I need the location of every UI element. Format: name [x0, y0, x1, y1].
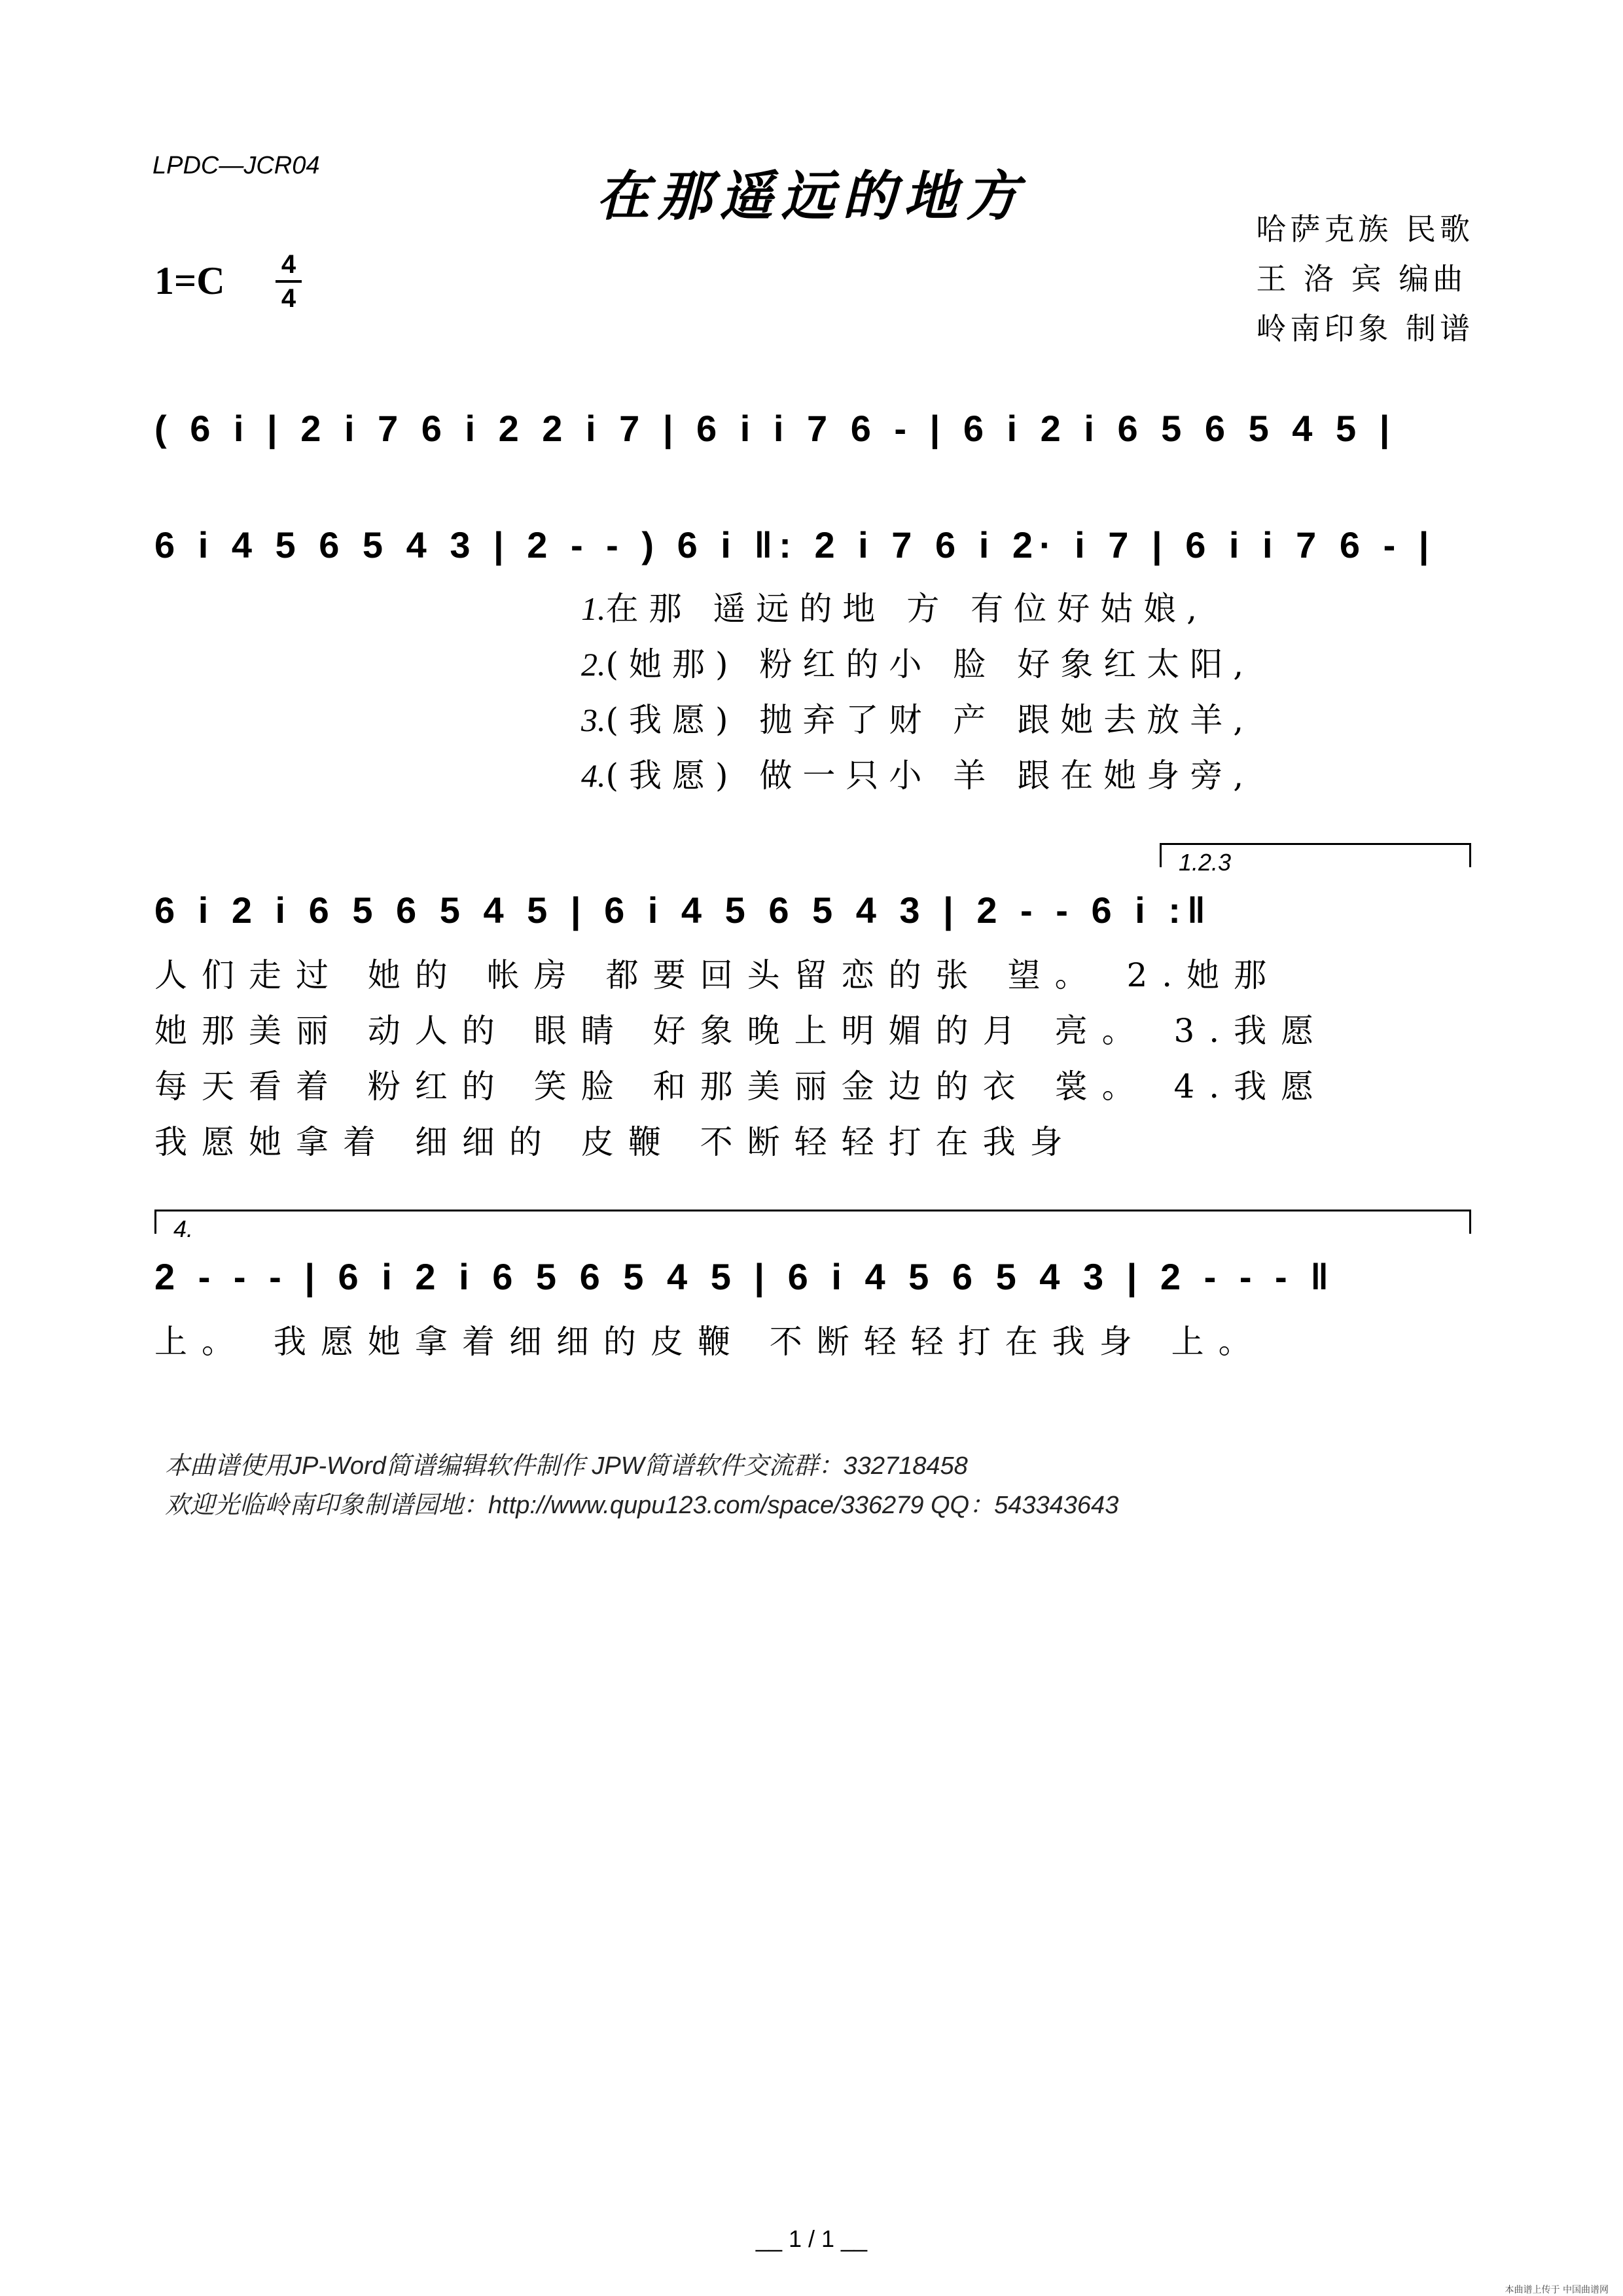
verse-2-a: 2.(她那) 粉红的小 脸 好象红太阳,: [581, 645, 1255, 683]
footer-site: 欢迎光临岭南印象制谱园地：http://www.qupu123.com/space/336279 QQ：543343643: [165, 1492, 1119, 1519]
score-line-2: 6 i 4 5 6 5 4 3 | 2 - - ) 6 i ‖: 2 i 7 6 i 2· i 7 | 6 i i 7 6 - |: [154, 524, 1436, 565]
score-line-3: 6 i 2 i 6 5 6 5 4 5 | 6 i 4 5 6 5 4 3 | 2 - - 6 i :‖: [154, 889, 1212, 931]
verse-2-b: 她那美丽 动人的 眼睛 好象晚上明媚的月 亮。 3.我愿: [154, 1012, 1329, 1050]
verse-3-b: 每天看着 粉红的 笑脸 和那美丽金边的衣 裳。 4.我愿: [154, 1067, 1329, 1105]
volta-1-2-3: 1.2.3: [1160, 843, 1471, 867]
verse-1-b: 人们走过 她的 帐房 都要回头留恋的张 望。 2.她那: [154, 956, 1281, 994]
verse-3-a: 3.(我愿) 抛弃了财 产 跟她去放羊,: [581, 701, 1255, 739]
key-signature: 1=C: [154, 259, 225, 302]
credit-transcriber: 岭南印象 制谱: [1256, 311, 1474, 346]
verse-4-b: 我愿她拿着 细细的 皮鞭 不断轻轻打在我身: [154, 1123, 1077, 1161]
score-line-1: ( 6 i | 2 i 7 6 i 2 2 i 7 | 6 i i 7 6 - | 6 i 2 i 6 5 6 5 4 5 |: [154, 408, 1397, 449]
credit-arranger: 王 洛 宾 编曲: [1256, 261, 1467, 296]
verse-4-a: 4.(我愿) 做一只小 羊 跟在她身旁,: [581, 757, 1255, 795]
credit-origin: 哈萨克族 民歌: [1256, 211, 1474, 247]
watermark: 本曲谱上传于 中国曲谱网: [1505, 2285, 1609, 2295]
score-line-4: 2 - - - | 6 i 2 i 6 5 6 5 4 5 | 6 i 4 5 6 5 4 3 | 2 - - - ‖: [154, 1256, 1336, 1297]
song-title: 在那遥远的地方: [596, 165, 1027, 228]
ending-lyric: 上。 我愿她拿着细细的皮鞭 不断轻轻打在我身 上。: [154, 1323, 1266, 1361]
credits: [1256, 204, 1474, 353]
page-number: __ 1 / 1 __: [755, 2225, 868, 2252]
volta-4: 4.: [154, 1210, 1471, 1234]
time-sig-bottom: 4: [281, 284, 296, 313]
footer-software: 本曲谱使用JP-Word简谱编辑软件制作 JPW简谱软件交流群：332718458: [165, 1452, 968, 1480]
time-sig-top: 4: [281, 250, 296, 279]
verse-1-a: 1.在那 遥远的地 方 有位好姑娘,: [581, 590, 1208, 628]
score-code: LPDC—JCR04: [152, 152, 320, 179]
time-signature: [272, 250, 306, 313]
